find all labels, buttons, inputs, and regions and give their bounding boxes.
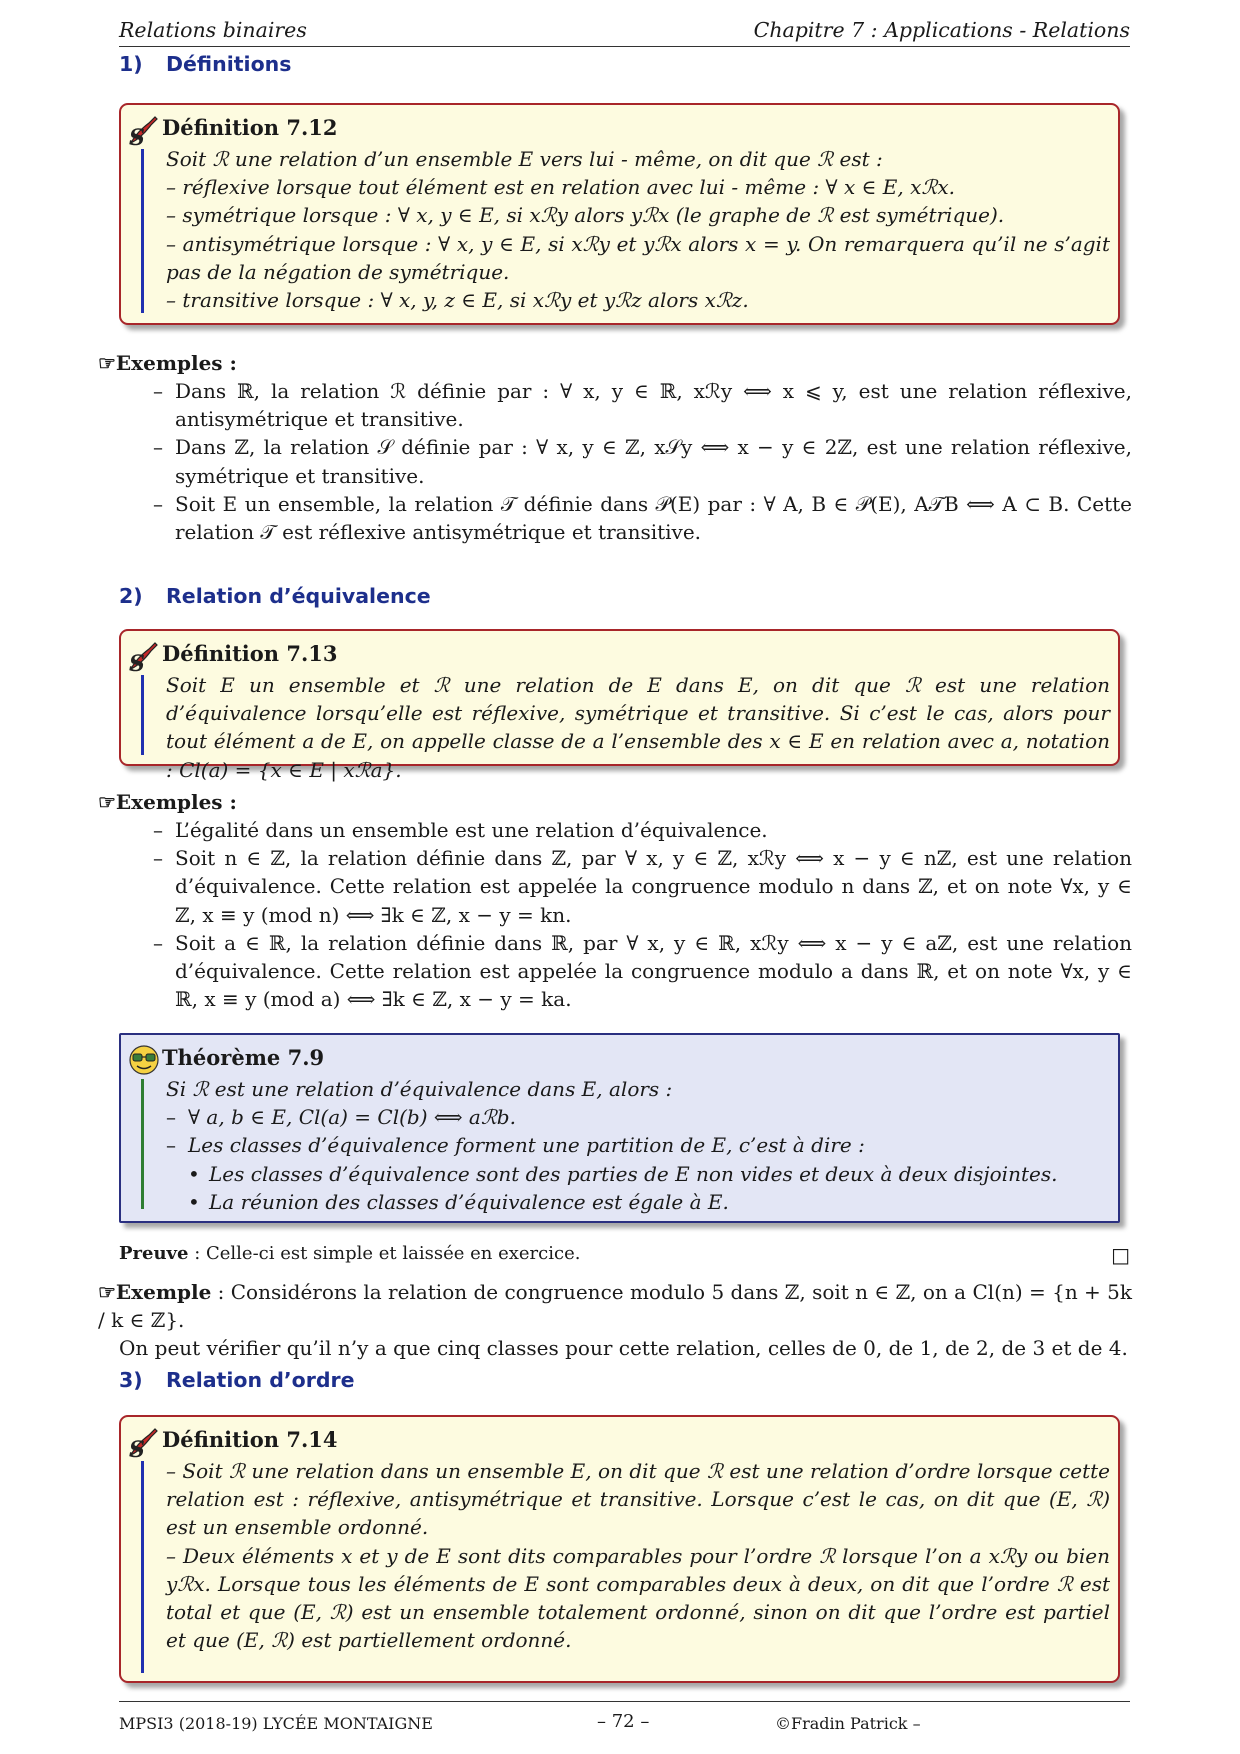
- definition-left-bar: [141, 675, 144, 755]
- examples-heading: [98, 349, 1133, 377]
- examples-label: ☞Exemples :: [98, 351, 237, 375]
- example-text-2: On peut vérifier qu’il n’y a que cinq classes pour cette relation, celles de 0, de 1, de 2, de 3 et de 4.: [119, 1336, 1128, 1361]
- theorem-intro: Si ℛ est une relation d’équivalence dans E, alors :: [166, 1077, 673, 1101]
- section-title: Relation d’ordre: [166, 1368, 355, 1392]
- footer-right: ©Fradin Patrick –: [775, 1714, 921, 1733]
- qed-square: □: [1111, 1243, 1130, 1267]
- running-header: [119, 18, 1130, 47]
- section-title: Relation d’équivalence: [166, 584, 431, 608]
- theorem-bullet: • La réunion des classes d’équivalence est égale à E.: [188, 1189, 729, 1214]
- theorem-point: – Les classes d’équivalence forment une partition de E, c’est à dire :: [166, 1133, 865, 1158]
- theorem-point-text: ∀ a, b ∈ E, Cl(a) = Cl(b) ⟺ aℛb.: [188, 1105, 516, 1130]
- theorem-left-bar: [141, 1079, 144, 1209]
- definition-paragraph: – Soit ℛ une relation dans un ensemble E, on dit que ℛ est une relation d’ordre lorsque cette relation est : réflexive, antisymétrique et transitive. Lorsque c’est le cas, on dit que (E, ℛ) est un ensemble ordonné.: [166, 1459, 1110, 1540]
- quill-pen-icon: [127, 1425, 161, 1459]
- quill-pen-icon: [127, 639, 161, 673]
- definition-line: – transitive lorsque : ∀ x, y, z ∈ E, si xℛy et yℛz alors xℛz.: [166, 288, 749, 313]
- examples-list: [153, 377, 1132, 546]
- section-number: 1): [119, 52, 143, 76]
- proof-label: Preuve: [119, 1243, 189, 1264]
- examples-heading: [98, 788, 1133, 816]
- theorem-body: [166, 1075, 1110, 1216]
- definition-line: – réflexive lorsque tout élément est en relation avec lui - même : ∀ x ∈ E, xℛx.: [166, 175, 955, 200]
- page-number: – 72 –: [597, 1711, 650, 1732]
- definition-line: – antisymétrique lorsque : ∀ x, y ∈ E, si xℛy et yℛx alors x = y. On remarquera qu’il ne s’agit pas de la négation de symétrique.: [166, 231, 1110, 284]
- smiley-sunglasses-icon: [127, 1043, 161, 1077]
- list-item-text: L’égalité dans un ensemble est une relation d’équivalence.: [175, 818, 768, 842]
- list-item: – Soit E un ensemble, la relation 𝒯 définie dans 𝒫(E) par : ∀ A, B ∈ 𝒫(E), A𝒯B ⟺ A ⊂ B. Cette relation 𝒯 est réflexive antisymétrique et transitive.: [153, 491, 1132, 545]
- list-item: – Dans ℤ, la relation 𝒮 définie par : ∀ x, y ∈ ℤ, x𝒮y ⟺ x − y ∈ 2ℤ, est une relation réflexive, symétrique et transitive.: [153, 435, 1132, 488]
- definition-body: [166, 1457, 1110, 1654]
- list-item-text: Soit a ∈ ℝ, la relation définie dans ℝ, par ∀ x, y ∈ ℝ, xℛy ⟺ x − y ∈ aℤ, est une relation d’équivalence. Cette relation est appelée la congruence modulo a dans ℝ, et on note ∀x, y ∈ ℝ, x ≡ y (mod a) ⟺ ∃k ∈ ℤ, x − y = ka.: [175, 930, 1132, 1012]
- section-number: 2): [119, 584, 143, 608]
- section-title: Définitions: [166, 52, 292, 76]
- definition-title: Définition 7.14: [162, 1427, 338, 1452]
- header-right: Chapitre 7 : Applications - Relations: [753, 18, 1130, 42]
- definition-title: Définition 7.12: [162, 115, 338, 140]
- definition-left-bar: [141, 1461, 144, 1673]
- section-heading-definitions: [119, 52, 291, 76]
- theorem-title: Théorème 7.9: [162, 1045, 325, 1070]
- list-item: – Soit a ∈ ℝ, la relation définie dans ℝ, par ∀ x, y ∈ ℝ, xℛy ⟺ x − y ∈ aℤ, est une relation d’équivalence. Cette relation est appelée la congruence modulo a dans ℝ, et on note ∀x, y ∈ ℝ, x ≡ y (mod a) ⟺ ∃k ∈ ℤ, x − y = ka.: [153, 930, 1132, 1012]
- section-heading-order: [119, 1368, 355, 1392]
- theorem-point-text: Les classes d’équivalence forment une partition de E, c’est à dire :: [188, 1133, 865, 1158]
- page-footer: [119, 1701, 1130, 1742]
- proof-text: : Celle-ci est simple et laissée en exercice.: [188, 1243, 581, 1264]
- definition-body: [166, 671, 1110, 784]
- definition-body: [166, 145, 1110, 314]
- definition-line: Soit ℛ une relation d’un ensemble E vers lui - même, on dit que ℛ est :: [166, 147, 883, 171]
- footer-left: MPSI3 (2018-19) LYCÉE MONTAIGNE: [119, 1714, 433, 1733]
- svg-text:S: S: [129, 1437, 145, 1459]
- examples-label: ☞Exemples :: [98, 790, 237, 814]
- list-item: – Dans ℝ, la relation ℛ définie par : ∀ x, y ∈ ℝ, xℛy ⟺ x ⩽ y, est une relation réflexive, antisymétrique et transitive.: [153, 379, 1132, 432]
- theorem-bullet: • Les classes d’équivalence sont des parties de E non vides et deux à deux disjointes.: [188, 1161, 1058, 1186]
- theorem-bullet-text: Les classes d’équivalence sont des parties de E non vides et deux à deux disjointes.: [209, 1161, 1058, 1186]
- list-item-text: Dans ℤ, la relation 𝒮 définie par : ∀ x, y ∈ ℤ, x𝒮y ⟺ x − y ∈ 2ℤ, est une relation réflexive, symétrique et transitive.: [175, 435, 1132, 488]
- definition-box-7-12: [119, 103, 1120, 325]
- header-left: Relations binaires: [119, 18, 307, 42]
- list-item-text: Soit n ∈ ℤ, la relation définie dans ℤ, par ∀ x, y ∈ ℤ, xℛy ⟺ x − y ∈ nℤ, est une relation d’équivalence. Cette relation est appelée la congruence modulo n dans ℤ, et on note ∀x, y ∈ ℤ, x ≡ y (mod n) ⟺ ∃k ∈ ℤ, x − y = kn.: [175, 846, 1132, 927]
- list-item-text: Soit E un ensemble, la relation 𝒯 définie dans 𝒫(E) par : ∀ A, B ∈ 𝒫(E), A𝒯B ⟺ A ⊂ B. Cette relation 𝒯 est réflexive antisymétrique et transitive.: [175, 491, 1132, 545]
- list-item-text: Dans ℝ, la relation ℛ définie par : ∀ x, y ∈ ℝ, xℛy ⟺ x ⩽ y, est une relation réflexive, antisymétrique et transitive.: [175, 379, 1132, 432]
- section-heading-equivalence: [119, 584, 431, 608]
- theorem-box-7-9: [119, 1033, 1120, 1223]
- list-item: – L’égalité dans un ensemble est une relation d’équivalence.: [153, 818, 768, 842]
- definition-box-7-14: [119, 1415, 1120, 1683]
- definition-box-7-13: [119, 629, 1120, 782]
- quill-pen-icon: [127, 113, 161, 147]
- example-line: [98, 1278, 1133, 1334]
- example-congruence: [98, 1278, 1133, 1363]
- example-label: ☞Exemple: [98, 1280, 212, 1304]
- examples-list: [153, 816, 1132, 1013]
- proof-line: [119, 1243, 1130, 1267]
- svg-text:S: S: [129, 651, 145, 673]
- theorem-point: – ∀ a, b ∈ E, Cl(a) = Cl(b) ⟺ aℛb.: [166, 1105, 516, 1130]
- list-item: – Soit n ∈ ℤ, la relation définie dans ℤ, par ∀ x, y ∈ ℤ, xℛy ⟺ x − y ∈ nℤ, est une relation d’équivalence. Cette relation est appelée la congruence modulo n dans ℤ, et on note ∀x, y ∈ ℤ, x ≡ y (mod n) ⟺ ∃k ∈ ℤ, x − y = kn.: [153, 846, 1132, 927]
- definition-paragraph: – Deux éléments x et y de E sont dits comparables pour l’ordre ℛ lorsque l’on a xℛy ou bien yℛx. Lorsque tous les éléments de E sont comparables deux à deux, on dit que l’ordre ℛ est total et que (E, ℛ) est un ensemble totalement ordonné, sinon on dit que l’ordre est partiel et que (E, ℛ) est partiellement ordonné.: [166, 1543, 1110, 1653]
- definition-text: Soit E un ensemble et ℛ une relation de E dans E, on dit que ℛ est une relation d’équivalence lorsqu’elle est réflexive, symétrique et transitive. Si c’est le cas, alors pour tout élément a de E, on appelle classe de a l’ensemble des x ∈ E en relation avec a, notation : Cl(a) = {x ∈ E | xℛa}.: [166, 673, 1110, 782]
- definition-left-bar: [141, 149, 144, 313]
- definition-title: Définition 7.13: [162, 641, 338, 666]
- definition-line: – symétrique lorsque : ∀ x, y ∈ E, si xℛy alors yℛx (le graphe de ℛ est symétrique).: [166, 203, 1005, 228]
- svg-text:S: S: [129, 125, 145, 147]
- section-number: 3): [119, 1368, 143, 1392]
- theorem-bullet-text: La réunion des classes d’équivalence est égale à E.: [209, 1189, 729, 1214]
- example-text: : Considérons la relation de congruence modulo 5 dans ℤ, soit n ∈ ℤ, on a Cl(n) = {n + 5k / k ∈ ℤ}.: [98, 1280, 1133, 1333]
